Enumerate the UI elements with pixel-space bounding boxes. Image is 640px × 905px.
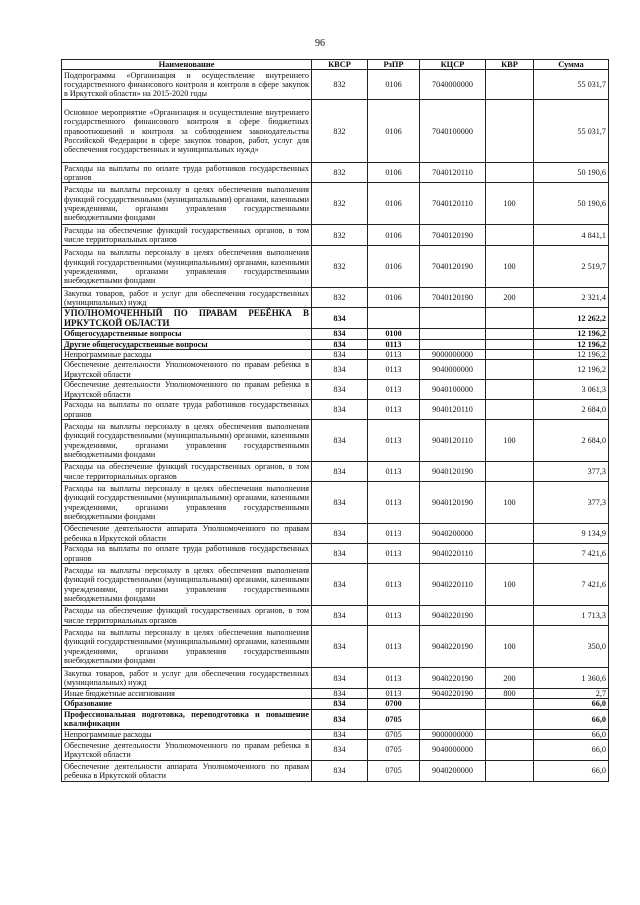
row-name-cell: Профессиональная подготовка, переподготовка и повышение квалификации	[62, 709, 312, 729]
row-rzpr-cell: 0700	[368, 699, 420, 709]
row-name-cell: Непрограммные расходы	[62, 729, 312, 739]
row-kvsr-cell: 832	[312, 246, 368, 288]
row-kvsr-cell: 834	[312, 308, 368, 329]
row-kvr-cell	[486, 163, 534, 183]
table-row	[62, 349, 609, 359]
row-rzpr-cell: 0113	[368, 606, 420, 626]
row-sum-cell: 50 190,6	[534, 183, 609, 225]
row-rzpr-cell: 0113	[368, 689, 420, 699]
row-kcsr-cell: 9040120190	[420, 482, 486, 524]
table-row	[62, 183, 609, 225]
row-kvr-cell	[486, 329, 534, 339]
table-body	[62, 70, 609, 782]
row-kvsr-cell: 834	[312, 761, 368, 782]
row-rzpr-cell: 0113	[368, 380, 420, 400]
row-name-cell: Обеспечение деятельности аппарата Уполномоченного по правам ребенка в Иркутской области	[62, 524, 312, 544]
row-kvsr-cell: 834	[312, 329, 368, 339]
table-header-row	[62, 60, 609, 70]
table-row	[62, 729, 609, 739]
row-kcsr-cell: 7040120190	[420, 246, 486, 288]
row-kcsr-cell: 9040220190	[420, 626, 486, 668]
budget-table	[61, 59, 609, 782]
row-kvr-cell	[486, 699, 534, 709]
row-sum-cell: 1 713,3	[534, 606, 609, 626]
row-kvsr-cell: 834	[312, 740, 368, 761]
row-name-cell: Расходы на выплаты персоналу в целях обеспечения выполнения функций государственными (муниципальными) органами, казенными учреждениями, органами управления государственными внебюджетными фондами	[62, 482, 312, 524]
table-row	[62, 420, 609, 462]
row-name-cell: Непрограммные расходы	[62, 349, 312, 359]
row-kvsr-cell: 834	[312, 380, 368, 400]
row-kcsr-cell	[420, 339, 486, 349]
row-kvsr-cell: 832	[312, 70, 368, 100]
row-kvr-cell: 100	[486, 246, 534, 288]
row-kvr-cell	[486, 709, 534, 729]
row-sum-cell: 66,0	[534, 740, 609, 761]
table-row	[62, 740, 609, 761]
row-rzpr-cell: 0106	[368, 183, 420, 225]
row-sum-cell: 66,0	[534, 699, 609, 709]
row-kvr-cell: 200	[486, 288, 534, 308]
row-kcsr-cell: 7040120190	[420, 288, 486, 308]
row-kcsr-cell: 9040220190	[420, 668, 486, 689]
table-row	[62, 329, 609, 339]
row-name-cell: Обеспечение деятельности Уполномоченного по правам ребенка в Иркутской области	[62, 380, 312, 400]
row-kvsr-cell: 834	[312, 668, 368, 689]
row-rzpr-cell: 0106	[368, 225, 420, 246]
row-kvr-cell	[486, 544, 534, 564]
row-rzpr-cell: 0106	[368, 70, 420, 100]
row-kcsr-cell: 9040220110	[420, 564, 486, 606]
row-kvr-cell	[486, 729, 534, 739]
row-rzpr-cell: 0113	[368, 544, 420, 564]
table-row	[62, 288, 609, 308]
row-sum-cell: 50 190,6	[534, 163, 609, 183]
page-number: 96	[315, 38, 325, 49]
row-name-cell: Расходы на обеспечение функций государственных органов, в том числе территориальных органов	[62, 606, 312, 626]
row-sum-cell: 12 196,2	[534, 339, 609, 349]
row-kcsr-cell: 9040200000	[420, 524, 486, 544]
row-kcsr-cell: 7040100000	[420, 100, 486, 163]
row-rzpr-cell: 0113	[368, 482, 420, 524]
row-name-cell: Расходы на обеспечение функций государственных органов, в том числе территориальных органов	[62, 462, 312, 482]
row-name-cell: Расходы на выплаты персоналу в целях обеспечения выполнения функций государственными (муниципальными) органами, казенными учреждениями, органами управления государственными внебюджетными фондами	[62, 183, 312, 225]
header-rzpr: РзПР	[368, 60, 420, 70]
row-sum-cell: 7 421,6	[534, 544, 609, 564]
row-kvsr-cell: 834	[312, 339, 368, 349]
row-sum-cell: 3 061,3	[534, 380, 609, 400]
row-kvr-cell: 100	[486, 183, 534, 225]
row-name-cell: Другие общегосударственные вопросы	[62, 339, 312, 349]
row-sum-cell: 66,0	[534, 761, 609, 782]
row-sum-cell: 377,3	[534, 482, 609, 524]
row-kvsr-cell: 834	[312, 524, 368, 544]
row-sum-cell: 66,0	[534, 709, 609, 729]
row-sum-cell: 12 196,2	[534, 349, 609, 359]
row-rzpr-cell: 0113	[368, 400, 420, 420]
row-name-cell: Закупка товаров, работ и услуг для обеспечения государственных (муниципальных) нужд	[62, 288, 312, 308]
row-kvr-cell	[486, 761, 534, 782]
header-kvsr: КВСР	[312, 60, 368, 70]
row-kvr-cell	[486, 400, 534, 420]
row-kvr-cell	[486, 524, 534, 544]
table-row	[62, 699, 609, 709]
row-rzpr-cell: 0106	[368, 163, 420, 183]
row-kcsr-cell: 9000000000	[420, 349, 486, 359]
row-kcsr-cell	[420, 308, 486, 329]
row-kvsr-cell: 834	[312, 699, 368, 709]
table-row	[62, 163, 609, 183]
table-row	[62, 709, 609, 729]
table-row	[62, 400, 609, 420]
row-kvr-cell	[486, 740, 534, 761]
header-name: Наименование	[62, 60, 312, 70]
header-sum: Сумма	[534, 60, 609, 70]
row-kvsr-cell: 832	[312, 288, 368, 308]
row-name-cell: Основное мероприятие «Организация и осуществление внутреннего государственного финансового контроля в сфере бюджетных правоотношений и контроля за соблюдением законодательства Российской Федерации в сфере закупок товаров, работ, услуг для обеспечения государственных и муниципальных нужд»	[62, 100, 312, 163]
row-kcsr-cell: 9040100000	[420, 380, 486, 400]
table-row	[62, 606, 609, 626]
row-kcsr-cell: 7040000000	[420, 70, 486, 100]
row-sum-cell: 1 360,6	[534, 668, 609, 689]
table-row	[62, 308, 609, 329]
row-kcsr-cell: 7040120110	[420, 163, 486, 183]
row-kvr-cell	[486, 225, 534, 246]
row-kvr-cell: 100	[486, 482, 534, 524]
row-name-cell: Расходы на выплаты персоналу в целях обеспечения выполнения функций государственными (муниципальными) органами, казенными учреждениями, органами управления государственными внебюджетными фондами	[62, 420, 312, 462]
row-kcsr-cell: 9040120110	[420, 400, 486, 420]
row-kcsr-cell	[420, 699, 486, 709]
row-kcsr-cell: 9040220110	[420, 544, 486, 564]
row-rzpr-cell: 0113	[368, 668, 420, 689]
row-sum-cell: 4 841,1	[534, 225, 609, 246]
row-kcsr-cell: 9040000000	[420, 360, 486, 380]
row-kvsr-cell: 834	[312, 626, 368, 668]
row-rzpr-cell: 0705	[368, 709, 420, 729]
row-name-cell: Образование	[62, 699, 312, 709]
row-kvr-cell	[486, 462, 534, 482]
header-kcsr: КЦСР	[420, 60, 486, 70]
table-row	[62, 225, 609, 246]
row-kcsr-cell: 9040000000	[420, 740, 486, 761]
row-kvsr-cell: 834	[312, 400, 368, 420]
row-name-cell: Расходы на выплаты по оплате труда работников государственных органов	[62, 544, 312, 564]
table-row	[62, 380, 609, 400]
row-rzpr-cell: 0106	[368, 288, 420, 308]
row-rzpr-cell: 0106	[368, 100, 420, 163]
row-rzpr-cell: 0113	[368, 626, 420, 668]
row-sum-cell: 7 421,6	[534, 564, 609, 606]
row-name-cell: Обеспечение деятельности аппарата Уполномоченного по правам ребенка в Иркутской области	[62, 761, 312, 782]
row-kcsr-cell	[420, 329, 486, 339]
row-sum-cell: 9 134,9	[534, 524, 609, 544]
row-kvr-cell	[486, 308, 534, 329]
row-kvr-cell	[486, 360, 534, 380]
row-kvr-cell	[486, 380, 534, 400]
header-kvr: КВР	[486, 60, 534, 70]
row-kvr-cell	[486, 70, 534, 100]
table-row	[62, 482, 609, 524]
row-kvr-cell: 100	[486, 420, 534, 462]
row-sum-cell: 55 031,7	[534, 100, 609, 163]
row-kvr-cell	[486, 100, 534, 163]
row-sum-cell: 12 262,2	[534, 308, 609, 329]
row-kvsr-cell: 832	[312, 225, 368, 246]
table-row	[62, 564, 609, 606]
row-sum-cell: 2 684,0	[534, 420, 609, 462]
table-row	[62, 339, 609, 349]
row-kvr-cell: 800	[486, 689, 534, 699]
row-rzpr-cell: 0100	[368, 329, 420, 339]
row-kvsr-cell: 834	[312, 606, 368, 626]
row-name-cell: Расходы на выплаты по оплате труда работников государственных органов	[62, 400, 312, 420]
row-kvr-cell	[486, 606, 534, 626]
row-kvsr-cell: 832	[312, 100, 368, 163]
row-sum-cell: 55 031,7	[534, 70, 609, 100]
row-rzpr-cell: 0113	[368, 462, 420, 482]
row-sum-cell: 2 684,0	[534, 400, 609, 420]
row-rzpr-cell: 0113	[368, 524, 420, 544]
row-name-cell: Закупка товаров, работ и услуг для обеспечения государственных (муниципальных) нужд	[62, 668, 312, 689]
row-rzpr-cell: 0705	[368, 740, 420, 761]
row-name-cell: Расходы на выплаты персоналу в целях обеспечения выполнения функций государственными (муниципальными) органами, казенными учреждениями, органами управления государственными внебюджетными фондами	[62, 246, 312, 288]
row-kcsr-cell: 7040120110	[420, 183, 486, 225]
row-name-cell: Подпрограмма «Организация и осуществление внутреннего государственного финансового контроля и контроля в сфере закупок в Иркутской области» на 2015-2020 годы	[62, 70, 312, 100]
table-row	[62, 544, 609, 564]
row-kcsr-cell	[420, 709, 486, 729]
table-row	[62, 360, 609, 380]
row-name-cell: Расходы на выплаты персоналу в целях обеспечения выполнения функций государственными (муниципальными) органами, казенными учреждениями, органами управления государственными внебюджетными фондами	[62, 626, 312, 668]
table-row	[62, 462, 609, 482]
row-sum-cell: 350,0	[534, 626, 609, 668]
row-kcsr-cell: 9040120110	[420, 420, 486, 462]
row-rzpr-cell: 0705	[368, 729, 420, 739]
row-kvsr-cell: 834	[312, 689, 368, 699]
table-row	[62, 70, 609, 100]
row-kvsr-cell: 834	[312, 420, 368, 462]
row-kvr-cell: 100	[486, 626, 534, 668]
row-kvsr-cell: 832	[312, 183, 368, 225]
row-rzpr-cell	[368, 308, 420, 329]
row-kcsr-cell: 9040120190	[420, 462, 486, 482]
row-name-cell: Расходы на выплаты персоналу в целях обеспечения выполнения функций государственными (муниципальными) органами, казенными учреждениями, органами управления государственными внебюджетными фондами	[62, 564, 312, 606]
row-name-cell: Обеспечение деятельности Уполномоченного по правам ребенка в Иркутской области	[62, 360, 312, 380]
row-kcsr-cell: 9040200000	[420, 761, 486, 782]
table-row	[62, 246, 609, 288]
row-rzpr-cell: 0113	[368, 420, 420, 462]
row-kvr-cell: 200	[486, 668, 534, 689]
row-kvsr-cell: 834	[312, 709, 368, 729]
row-rzpr-cell: 0113	[368, 360, 420, 380]
row-rzpr-cell: 0705	[368, 761, 420, 782]
row-sum-cell: 12 196,2	[534, 360, 609, 380]
row-sum-cell: 12 196,2	[534, 329, 609, 339]
row-rzpr-cell: 0113	[368, 564, 420, 606]
row-kcsr-cell: 9040220190	[420, 606, 486, 626]
row-sum-cell: 2 321,4	[534, 288, 609, 308]
row-kvsr-cell: 834	[312, 544, 368, 564]
table-row	[62, 689, 609, 699]
row-sum-cell: 2 519,7	[534, 246, 609, 288]
row-name-cell: Иные бюджетные ассигнования	[62, 689, 312, 699]
row-name-cell: УПОЛНОМОЧЕННЫЙ ПО ПРАВАМ РЕБЁНКА В ИРКУТСКОЙ ОБЛАСТИ	[62, 308, 312, 329]
row-name-cell: Обеспечение деятельности Уполномоченного по правам ребенка в Иркутской области	[62, 740, 312, 761]
row-sum-cell: 377,3	[534, 462, 609, 482]
table-row	[62, 100, 609, 163]
row-kcsr-cell: 9000000000	[420, 729, 486, 739]
row-kvsr-cell: 834	[312, 349, 368, 359]
row-kvr-cell	[486, 339, 534, 349]
row-kvsr-cell: 834	[312, 482, 368, 524]
row-sum-cell: 66,0	[534, 729, 609, 739]
table-row	[62, 626, 609, 668]
row-rzpr-cell: 0106	[368, 246, 420, 288]
row-kvr-cell: 100	[486, 564, 534, 606]
row-name-cell: Общегосударственные вопросы	[62, 329, 312, 339]
row-kvsr-cell: 834	[312, 729, 368, 739]
row-kvr-cell	[486, 349, 534, 359]
row-sum-cell: 2,7	[534, 689, 609, 699]
row-name-cell: Расходы на выплаты по оплате труда работников государственных органов	[62, 163, 312, 183]
row-kvsr-cell: 834	[312, 462, 368, 482]
table-row	[62, 524, 609, 544]
row-rzpr-cell: 0113	[368, 349, 420, 359]
row-kcsr-cell: 7040120190	[420, 225, 486, 246]
row-name-cell: Расходы на обеспечение функций государственных органов, в том числе территориальных органов	[62, 225, 312, 246]
row-kvsr-cell: 832	[312, 163, 368, 183]
row-rzpr-cell: 0113	[368, 339, 420, 349]
table-row	[62, 668, 609, 689]
table-row	[62, 761, 609, 782]
row-kvsr-cell: 834	[312, 564, 368, 606]
row-kcsr-cell: 9040220190	[420, 689, 486, 699]
row-kvsr-cell: 834	[312, 360, 368, 380]
